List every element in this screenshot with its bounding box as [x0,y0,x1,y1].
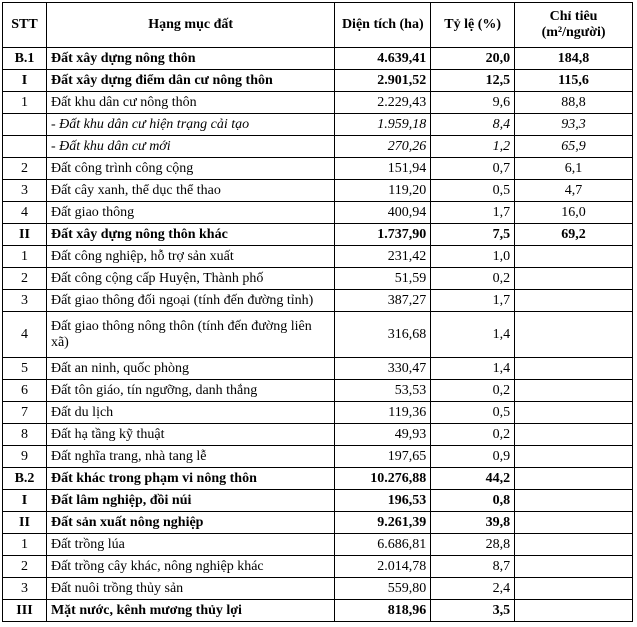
row-stt: B.2 [3,468,47,490]
row-stt: 4 [3,312,47,358]
row-stt: 1 [3,246,47,268]
row-target [515,578,633,600]
row-target [515,512,633,534]
row-ratio: 0,2 [431,268,515,290]
row-area: 53,53 [335,380,431,402]
row-area: 4.639,41 [335,48,431,70]
table-row [3,290,633,312]
row-target [515,380,633,402]
table-row [3,468,633,490]
row-target [515,290,633,312]
row-target: 65,9 [515,136,633,158]
row-area: 270,26 [335,136,431,158]
row-ratio: 0,5 [431,402,515,424]
table-row [3,402,633,424]
row-name: Đất công nghiệp, hỗ trợ sản xuất [46,246,334,268]
row-name: Đất an ninh, quốc phòng [46,358,334,380]
row-stt: B.1 [3,48,47,70]
row-area: 2.014,78 [335,556,431,578]
row-stt: 2 [3,268,47,290]
row-target [515,490,633,512]
row-name: Đất trồng lúa [46,534,334,556]
row-target [515,468,633,490]
row-area: 51,59 [335,268,431,290]
row-name: Đất cây xanh, thể dục thể thao [46,180,334,202]
table-row [3,268,633,290]
row-ratio: 7,5 [431,224,515,246]
row-stt: 4 [3,202,47,224]
row-target [515,534,633,556]
table-row [3,70,633,92]
row-stt: III [3,600,47,622]
row-stt: 3 [3,290,47,312]
table-row [3,180,633,202]
row-target: 184,8 [515,48,633,70]
row-stt: 9 [3,446,47,468]
row-name: - Đất khu dân cư mới [46,136,334,158]
row-stt: 8 [3,424,47,446]
row-stt: 2 [3,556,47,578]
row-area: 119,36 [335,402,431,424]
header-category: Hạng mục đất [46,3,334,48]
row-name: Đất giao thông [46,202,334,224]
row-name: Đất sản xuất nông nghiệp [46,512,334,534]
row-stt: 2 [3,158,47,180]
row-area: 316,68 [335,312,431,358]
row-target [515,268,633,290]
row-ratio: 1,7 [431,202,515,224]
table-row [3,556,633,578]
row-ratio: 8,7 [431,556,515,578]
row-stt: 7 [3,402,47,424]
table-row [3,578,633,600]
row-area: 387,27 [335,290,431,312]
row-target [515,556,633,578]
row-area: 196,53 [335,490,431,512]
row-target: 4,7 [515,180,633,202]
row-ratio: 1,4 [431,358,515,380]
table-row [3,136,633,158]
row-ratio: 0,2 [431,380,515,402]
row-target: 69,2 [515,224,633,246]
row-stt: 1 [3,92,47,114]
row-stt: II [3,512,47,534]
row-stt: I [3,70,47,92]
row-name: Đất khu dân cư nông thôn [46,92,334,114]
row-name: Đất xây dựng nông thôn khác [46,224,334,246]
row-target: 88,8 [515,92,633,114]
row-ratio: 8,4 [431,114,515,136]
row-area: 119,20 [335,180,431,202]
row-area: 6.686,81 [335,534,431,556]
header-target: Chỉ tiêu (m²/người) [515,3,633,48]
row-target: 16,0 [515,202,633,224]
row-name: Đất nghĩa trang, nhà tang lễ [46,446,334,468]
row-ratio: 9,6 [431,92,515,114]
row-target [515,424,633,446]
table-row [3,490,633,512]
table-row [3,424,633,446]
row-target [515,446,633,468]
row-ratio: 0,9 [431,446,515,468]
row-ratio: 1,0 [431,246,515,268]
row-area: 559,80 [335,578,431,600]
row-ratio: 44,2 [431,468,515,490]
row-ratio: 39,8 [431,512,515,534]
row-name: Đất giao thông đối ngoại (tính đến đường tỉnh) [46,290,334,312]
table-row [3,534,633,556]
row-name: Đất khác trong phạm vi nông thôn [46,468,334,490]
row-target [515,246,633,268]
row-area: 2.229,43 [335,92,431,114]
row-ratio: 1,7 [431,290,515,312]
table-row [3,92,633,114]
row-stt [3,114,47,136]
header-row [3,3,633,48]
row-name: Đất trồng cây khác, nông nghiệp khác [46,556,334,578]
row-stt: 5 [3,358,47,380]
table-row [3,202,633,224]
table-row [3,312,633,358]
row-name: Đất xây dựng điểm dân cư nông thôn [46,70,334,92]
row-area: 231,42 [335,246,431,268]
row-target [515,600,633,622]
row-ratio: 0,8 [431,490,515,512]
table-row [3,48,633,70]
row-stt: 1 [3,534,47,556]
row-name: Đất công trình công cộng [46,158,334,180]
header-stt: STT [3,3,47,48]
header-ratio: Tỷ lệ (%) [431,3,515,48]
row-ratio: 0,2 [431,424,515,446]
row-name: Đất giao thông nông thôn (tính đến đường liên xã) [46,312,334,358]
row-stt: II [3,224,47,246]
row-name: Đất tôn giáo, tín ngưỡng, danh thắng [46,380,334,402]
row-area: 400,94 [335,202,431,224]
table-row [3,358,633,380]
row-area: 818,96 [335,600,431,622]
row-name: - Đất khu dân cư hiện trạng cải tạo [46,114,334,136]
table-row [3,246,633,268]
row-area: 1.959,18 [335,114,431,136]
header-area: Diện tích (ha) [335,3,431,48]
row-stt: 6 [3,380,47,402]
row-ratio: 0,7 [431,158,515,180]
table-row [3,446,633,468]
row-area: 151,94 [335,158,431,180]
row-name: Đất công cộng cấp Huyện, Thành phố [46,268,334,290]
row-stt: 3 [3,578,47,600]
row-target: 6,1 [515,158,633,180]
row-ratio: 0,5 [431,180,515,202]
row-target [515,312,633,358]
row-area: 197,65 [335,446,431,468]
row-stt: I [3,490,47,512]
table-row [3,600,633,622]
table-row [3,512,633,534]
row-target [515,402,633,424]
row-ratio: 28,8 [431,534,515,556]
row-target: 115,6 [515,70,633,92]
table-row [3,224,633,246]
row-area: 330,47 [335,358,431,380]
row-target: 93,3 [515,114,633,136]
row-area: 49,93 [335,424,431,446]
row-ratio: 3,5 [431,600,515,622]
land-use-table [2,2,633,622]
row-name: Mặt nước, kênh mương thủy lợi [46,600,334,622]
row-ratio: 2,4 [431,578,515,600]
row-name: Đất nuôi trồng thủy sản [46,578,334,600]
row-name: Đất hạ tầng kỹ thuật [46,424,334,446]
row-ratio: 12,5 [431,70,515,92]
row-area: 9.261,39 [335,512,431,534]
table-row [3,380,633,402]
row-stt: 3 [3,180,47,202]
row-name: Đất xây dựng nông thôn [46,48,334,70]
table-row [3,158,633,180]
row-ratio: 1,4 [431,312,515,358]
row-name: Đất du lịch [46,402,334,424]
row-target [515,358,633,380]
row-ratio: 20,0 [431,48,515,70]
table-row [3,114,633,136]
row-stt [3,136,47,158]
row-area: 2.901,52 [335,70,431,92]
row-name: Đất lâm nghiệp, đồi núi [46,490,334,512]
row-area: 1.737,90 [335,224,431,246]
row-area: 10.276,88 [335,468,431,490]
row-ratio: 1,2 [431,136,515,158]
